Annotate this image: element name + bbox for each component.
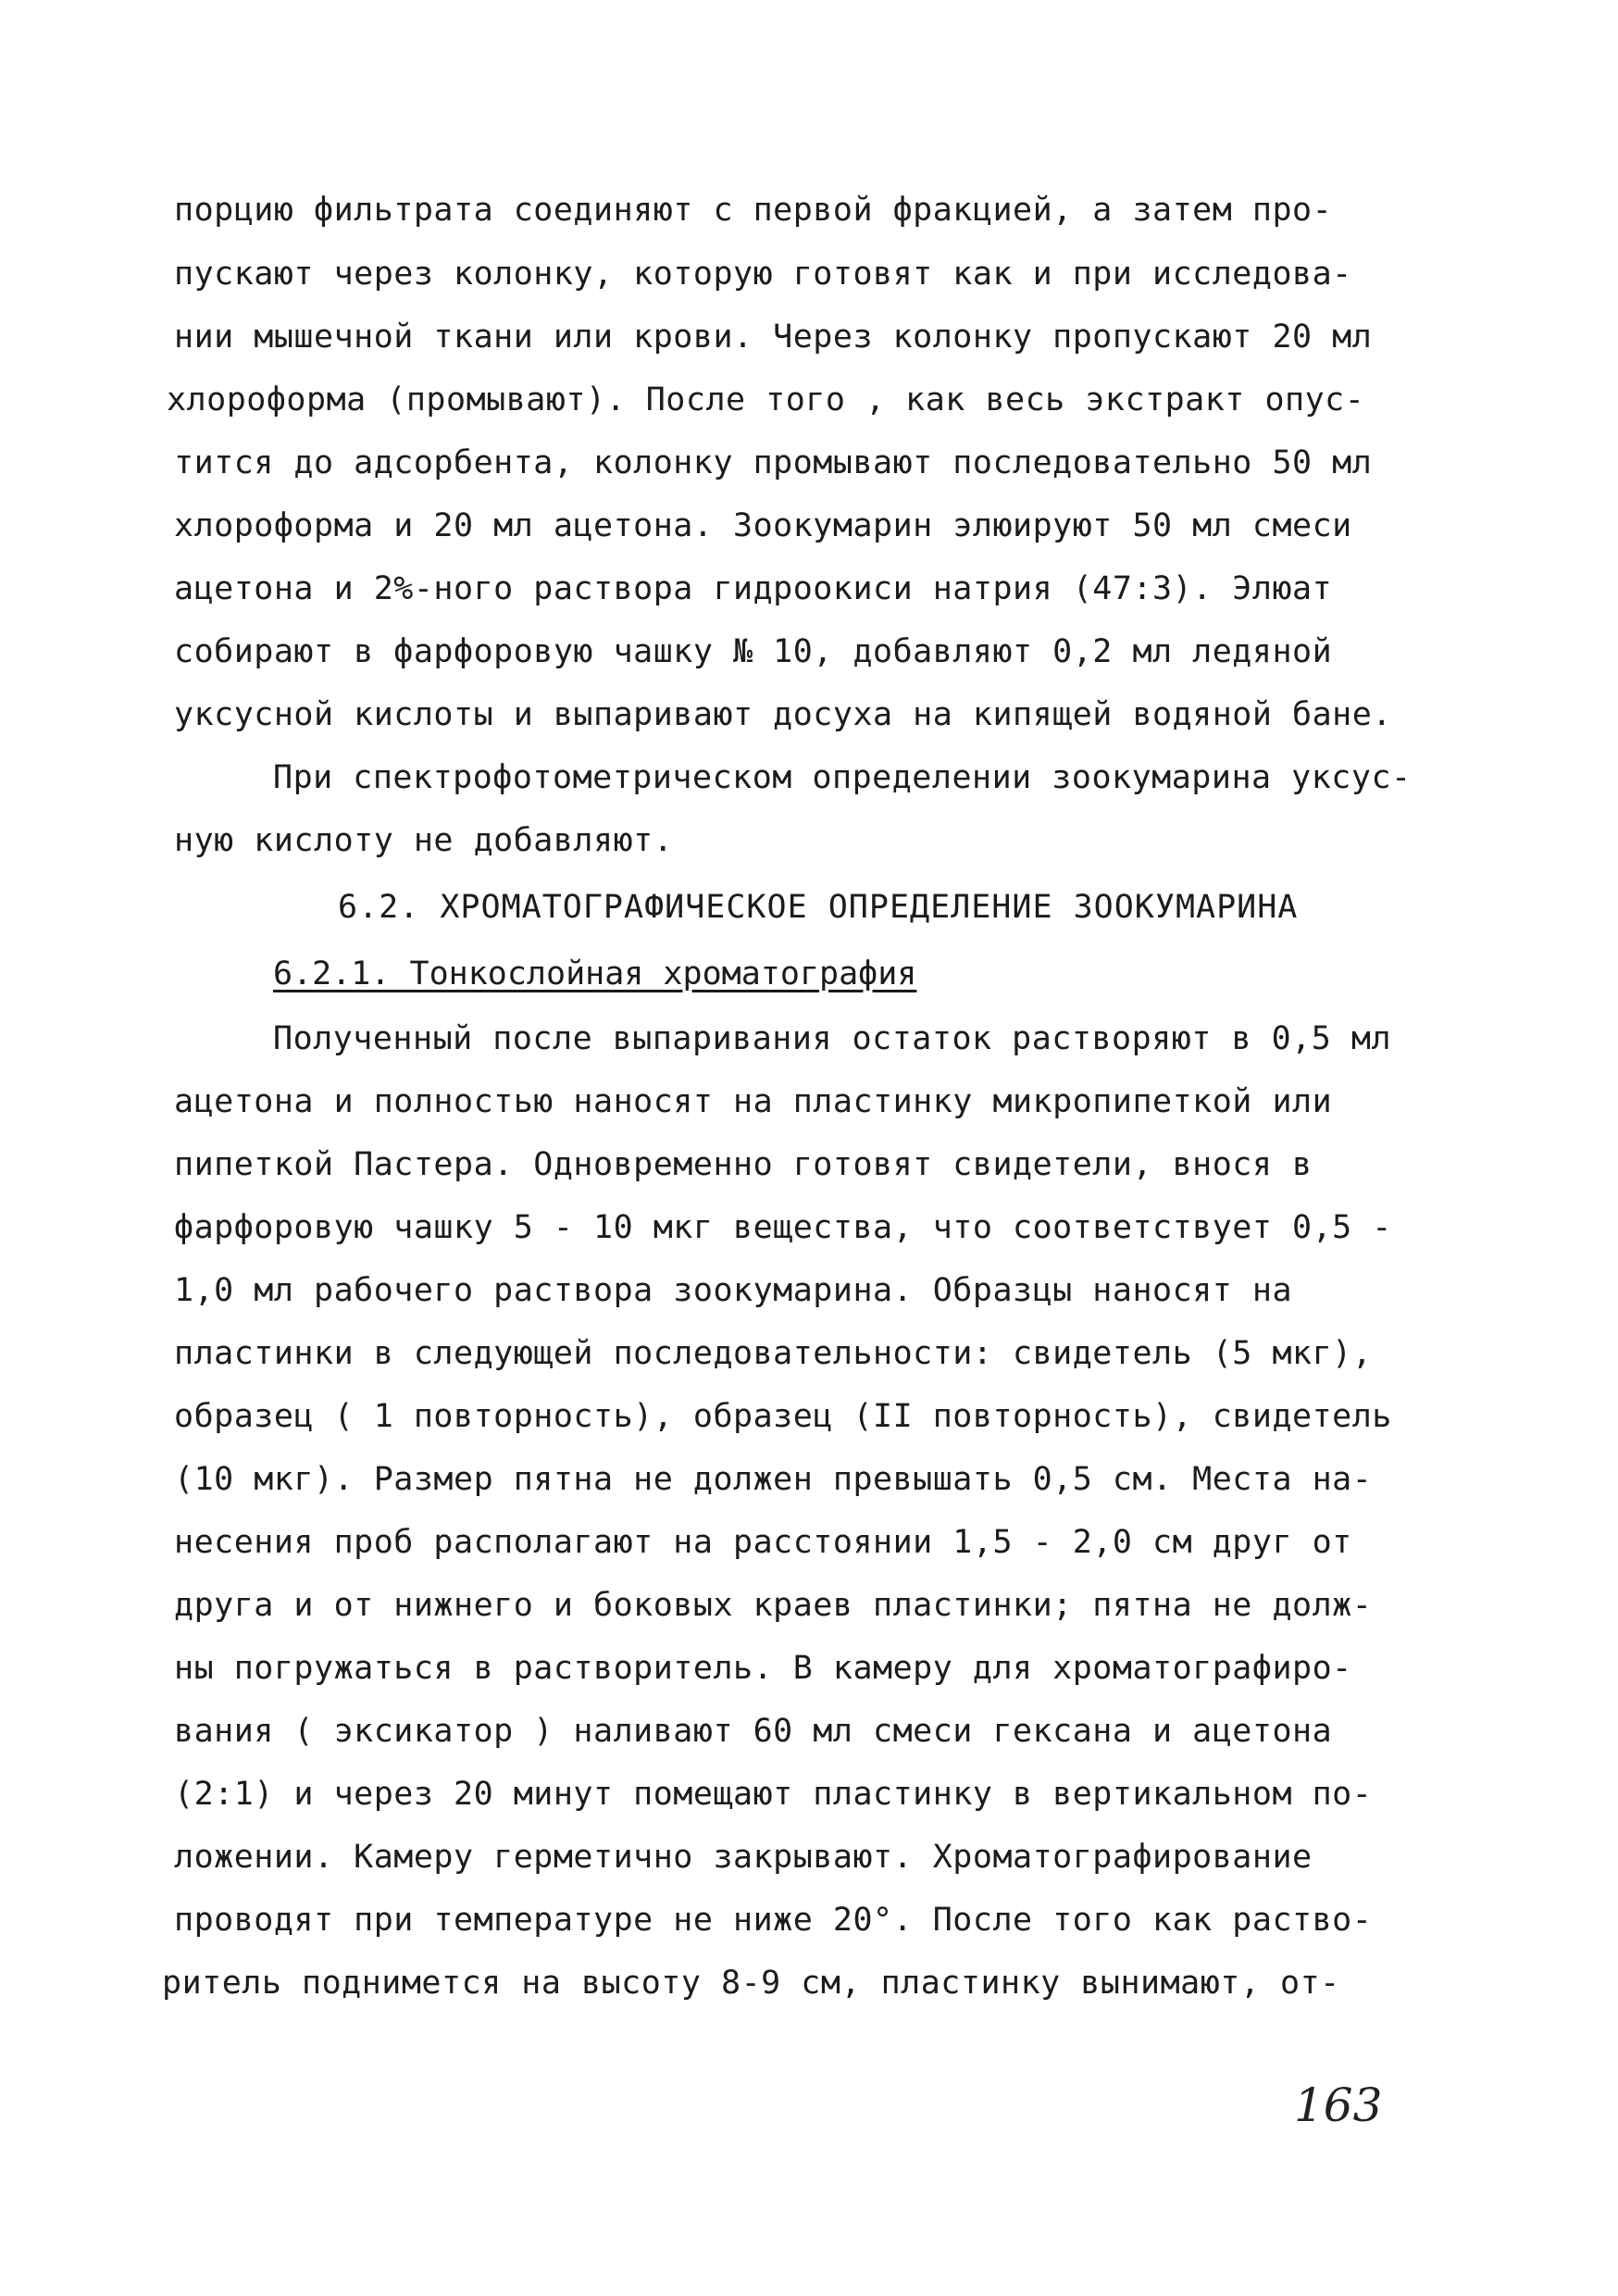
- text-line: При спектрофотометрическом определении зоокумарина уксус-: [273, 759, 1412, 796]
- text-line: пипеткой Пастера. Одновременно готовят свидетели, внося в: [174, 1146, 1313, 1183]
- text-line: друга и от нижнего и боковых краев пластинки; пятна не долж-: [174, 1587, 1373, 1624]
- text-line: порцию фильтрата соединяют с первой фракцией, а затем про-: [174, 192, 1333, 229]
- text-line: ложении. Камеру герметично закрывают. Хроматографирование: [174, 1839, 1313, 1876]
- text-line: фарфоровую чашку 5 - 10 мкг вещества, что соответствует 0,5 -: [174, 1209, 1392, 1246]
- text-line: ритель поднимется на высоту 8-9 см, пластинку вынимают, от-: [162, 1965, 1340, 2002]
- text-line: собирают в фарфоровую чашку № 10, добавляют 0,2 мл ледяной: [174, 633, 1333, 670]
- text-line: хлороформа и 20 мл ацетона. Зоокумарин элюируют 50 мл смеси: [174, 507, 1352, 544]
- text-line: Полученный после выпаривания остаток растворяют в 0,5 мл: [273, 1020, 1392, 1057]
- text-line: ацетона и 2%-ного раствора гидроокиси натрия (47:3). Элюат: [174, 570, 1333, 607]
- text-line: вания ( эксикатор ) наливают 60 мл смеси гексана и ацетона: [174, 1713, 1333, 1750]
- text-line: хлороформа (промывают). После того , как весь экстракт опус-: [167, 381, 1365, 418]
- text-line: пускают через колонку, которую готовят как и при исследова-: [174, 256, 1352, 293]
- subsection-heading: 6.2.1. Тонкослойная хроматография: [273, 955, 917, 992]
- text-line: ацетона и полностью наносят на пластинку микропипеткой или: [174, 1083, 1333, 1120]
- text-line: уксусной кислоты и выпаривают досуха на кипящей водяной бане.: [174, 696, 1392, 733]
- page-number: 163: [1294, 2078, 1383, 2132]
- text-line: несения проб располагают на расстоянии 1,5 - 2,0 см друг от: [174, 1524, 1352, 1561]
- text-line: нии мышечной ткани или крови. Через колонку пропускают 20 мл: [174, 318, 1373, 356]
- text-line: ную кислоту не добавляют.: [174, 822, 674, 859]
- text-line: образец ( 1 повторность), образец (II повторность), свидетель: [174, 1398, 1392, 1435]
- text-line: пластинки в следующей последовательности: свидетель (5 мкг),: [174, 1335, 1373, 1372]
- text-line: ны погружаться в растворитель. В камеру для хроматографиро-: [174, 1650, 1352, 1687]
- text-line: 1,0 мл рабочего раствора зоокумарина. Образцы наносят на: [174, 1272, 1293, 1309]
- text-line: (2:1) и через 20 минут помещают пластинку в вертикальном по-: [174, 1776, 1373, 1813]
- section-heading: 6.2. ХРОМАТОГРАФИЧЕСКОЕ ОПРЕДЕЛЕНИЕ ЗООКУМАРИНА: [338, 889, 1299, 926]
- text-line: (10 мкг). Размер пятна не должен превышать 0,5 см. Места на-: [174, 1461, 1373, 1498]
- text-line: тится до адсорбента, колонку промывают последовательно 50 мл: [174, 444, 1373, 481]
- text-line: проводят при температуре не ниже 20°. После того как раство-: [174, 1902, 1373, 1939]
